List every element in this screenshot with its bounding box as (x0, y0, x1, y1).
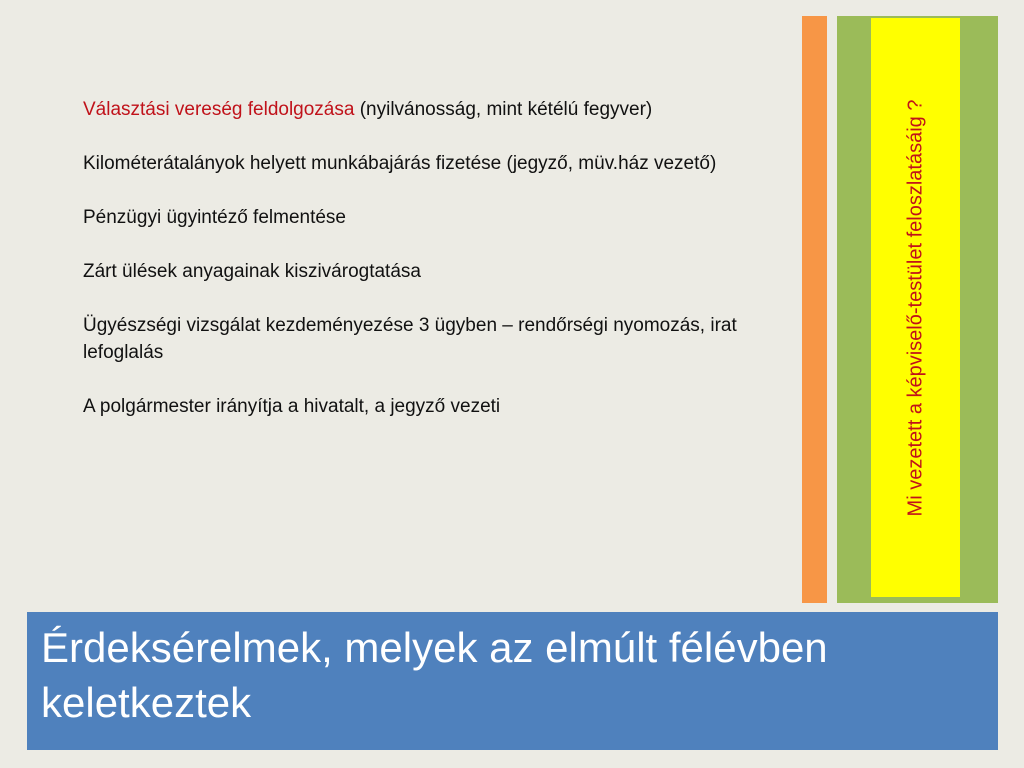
item-text: A polgármester irányítja a hivatalt, a jegyző vezeti (83, 396, 501, 417)
list-item (83, 258, 743, 285)
slide-body (83, 96, 743, 447)
highlighted-phrase: Választási vereség feldolgozása (83, 99, 355, 120)
item-text: (nyilvánosság, mint kétélú fegyver) (354, 99, 653, 120)
list-item (83, 96, 743, 123)
item-text: Ügyészségi vizsgálat kezdeményezése 3 ügyben – rendőrségi nyomozás, irat lefoglalás (83, 315, 737, 363)
list-item (83, 312, 743, 366)
list-item (83, 150, 743, 177)
slide-title: Érdeksérelmek, melyek az elmúlt félévben keletkeztek (41, 624, 828, 726)
vertical-caption: Mi vezetett a képviselő-testület feloszlatásáig ? (904, 99, 926, 516)
item-text: Zárt ülések anyagainak kiszivárogtatása (83, 261, 421, 282)
list-item (83, 204, 743, 231)
item-text: Pénzügyi ügyintéző felmentése (83, 207, 346, 228)
orange-accent-bar (802, 16, 827, 603)
item-text: Kilométerátalányok helyett munkábajárás fizetése (jegyző, müv.ház vezető) (83, 153, 717, 174)
yellow-caption-panel (871, 18, 960, 597)
title-banner (27, 612, 998, 750)
list-item (83, 393, 743, 420)
